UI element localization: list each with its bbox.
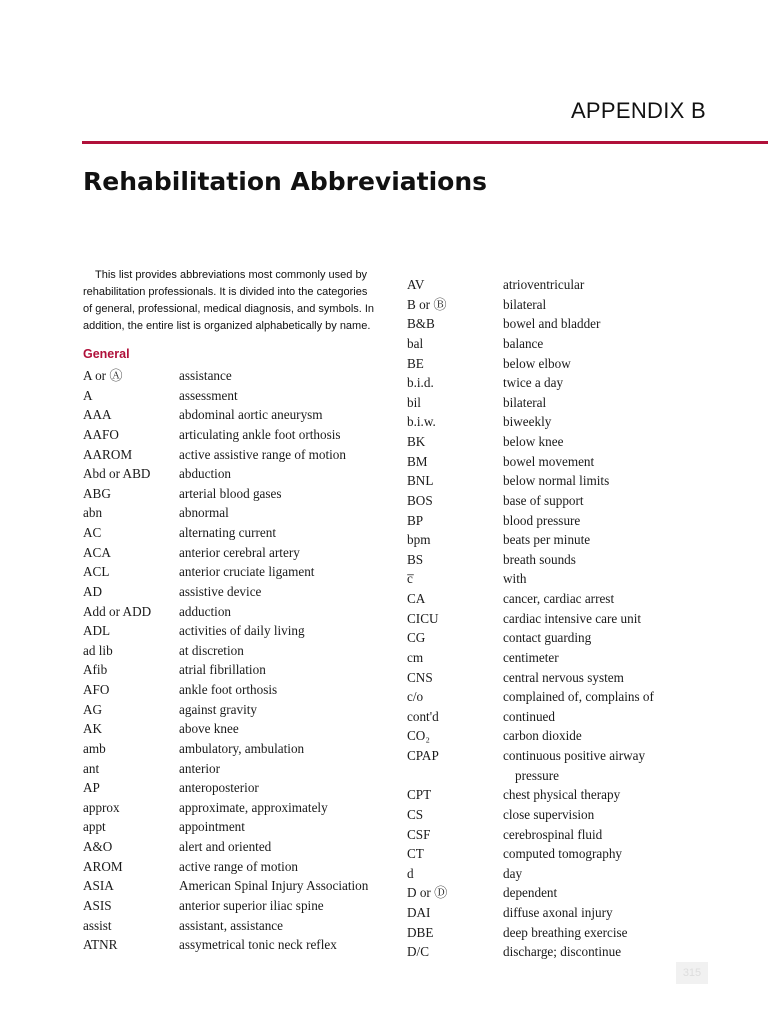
abbreviation-definition: articulating ankle foot orthosis bbox=[179, 426, 341, 442]
abbreviation-definition: breath sounds bbox=[503, 551, 576, 567]
abbreviation-entry bbox=[83, 680, 368, 700]
abbreviation-definition: central nervous system bbox=[503, 669, 624, 685]
abbreviation-entry bbox=[83, 523, 368, 543]
abbreviation-definition: below knee bbox=[503, 434, 564, 449]
abbreviation-entry bbox=[83, 445, 368, 465]
abbreviation-entry bbox=[407, 785, 678, 805]
abbreviation-definition: centimeter bbox=[503, 649, 559, 665]
abbreviation-definition: anteroposterior bbox=[179, 780, 259, 796]
abbreviation-term: CPT bbox=[407, 787, 432, 803]
abbreviation-term: ADL bbox=[83, 623, 111, 639]
abbreviation-entry bbox=[83, 798, 368, 818]
abbreviation-definition: appointment bbox=[179, 819, 245, 835]
abbreviation-definition: biweekly bbox=[503, 414, 552, 430]
abbreviation-entry bbox=[407, 903, 678, 923]
abbreviation-definition: alternating current bbox=[179, 525, 277, 540]
abbreviation-definition: ambulatory, ambulation bbox=[179, 740, 305, 756]
intro-paragraph: This list provides abbreviations most commonly used by rehabilitation professionals. It is divided into the categories of general, professional, medical diagnosis, and symbols. In addition, the entire list is organized alphabetically by name. bbox=[83, 269, 375, 332]
abbreviation-term: ATNR bbox=[83, 937, 118, 953]
abbreviation-entry bbox=[83, 484, 368, 504]
abbreviation-term: assist bbox=[83, 917, 112, 933]
abbreviation-entry bbox=[407, 354, 678, 374]
abbreviation-term: CS bbox=[407, 806, 424, 822]
abbreviation-entry bbox=[83, 543, 368, 563]
abbreviation-term: bpm bbox=[407, 532, 431, 548]
abbreviation-entry bbox=[407, 452, 678, 472]
abbreviation-definition: balance bbox=[503, 335, 544, 351]
abbreviation-definition: beats per minute bbox=[503, 532, 591, 548]
abbreviation-term: AAA bbox=[83, 407, 112, 423]
abbreviation-definition: bowel movement bbox=[503, 453, 595, 469]
abbreviation-term: ad lib bbox=[83, 642, 113, 658]
abbreviation-entry bbox=[407, 393, 678, 413]
abbreviation-entry bbox=[83, 405, 368, 425]
abbreviation-entry bbox=[83, 425, 368, 445]
abbreviation-list-left bbox=[83, 366, 368, 955]
abbreviation-definition: assessment bbox=[179, 387, 238, 403]
abbreviation-term: AFO bbox=[83, 682, 110, 697]
abbreviation-term: BP bbox=[407, 512, 424, 528]
abbreviation-term: approx bbox=[83, 799, 120, 815]
abbreviation-term: BNL bbox=[407, 473, 434, 489]
abbreviation-term: c̅ bbox=[407, 571, 413, 587]
abbreviation-definition: cerebrospinal fluid bbox=[503, 826, 603, 842]
abbreviation-term: ACL bbox=[83, 564, 110, 580]
abbreviation-entry bbox=[407, 550, 678, 570]
abbreviation-term: abn bbox=[83, 505, 103, 521]
abbreviation-term: cont'd bbox=[407, 708, 439, 724]
abbreviation-term: ASIS bbox=[83, 897, 112, 913]
abbreviation-definition: anterior cruciate ligament bbox=[179, 564, 315, 580]
section-heading-general: General bbox=[83, 347, 130, 361]
abbreviation-entry bbox=[407, 628, 678, 648]
abbreviation-entry bbox=[407, 295, 678, 315]
abbreviation-term: AC bbox=[83, 525, 102, 540]
abbreviation-entry bbox=[83, 582, 368, 602]
abbreviation-entry bbox=[83, 778, 368, 798]
abbreviation-definition: assymetrical tonic neck reflex bbox=[179, 937, 337, 953]
abbreviation-term: AK bbox=[83, 721, 103, 737]
abbreviation-term: A or Ⓐ bbox=[83, 368, 123, 383]
header-rule bbox=[82, 141, 768, 144]
abbreviation-definition: American Spinal Injury Association bbox=[179, 878, 369, 894]
abbreviation-definition: diffuse axonal injury bbox=[503, 905, 613, 920]
appendix-label: APPENDIX B bbox=[570, 98, 706, 123]
abbreviation-definition: active range of motion bbox=[179, 858, 299, 874]
abbreviation-entry bbox=[407, 883, 678, 903]
abbreviation-definition: activities of daily living bbox=[179, 623, 305, 639]
abbreviation-definition: bowel and bladder bbox=[503, 316, 601, 332]
abbreviation-definition: base of support bbox=[503, 492, 584, 508]
abbreviation-term: AP bbox=[83, 780, 100, 796]
abbreviation-term: AV bbox=[407, 277, 425, 292]
abbreviation-entry bbox=[83, 366, 368, 386]
abbreviation-term: ACA bbox=[83, 544, 111, 560]
abbreviation-term: B or Ⓑ bbox=[407, 296, 447, 312]
abbreviation-entry bbox=[407, 864, 678, 884]
abbreviation-term: DBE bbox=[407, 924, 434, 940]
abbreviation-term: CA bbox=[407, 591, 426, 606]
abbreviation-entry bbox=[407, 609, 678, 629]
abbreviation-definition: adduction bbox=[179, 603, 232, 619]
abbreviation-entry bbox=[407, 648, 678, 668]
abbreviation-definition: assistant, assistance bbox=[179, 917, 284, 933]
abbreviation-definition: with bbox=[503, 571, 527, 587]
abbreviation-entry bbox=[407, 491, 678, 511]
abbreviation-definition: bilateral bbox=[503, 296, 547, 312]
abbreviation-entry bbox=[83, 739, 368, 759]
abbreviation-entry bbox=[83, 719, 368, 739]
abbreviation-term: CT bbox=[407, 846, 424, 862]
abbreviation-definition: day bbox=[503, 865, 523, 881]
page-title: Rehabilitation Abbreviations bbox=[83, 167, 488, 196]
abbreviation-entry bbox=[407, 726, 678, 746]
abbreviation-term: BE bbox=[407, 355, 424, 371]
abbreviation-term: AG bbox=[83, 701, 103, 717]
abbreviation-term: cm bbox=[407, 649, 424, 665]
abbreviation-term: AD bbox=[83, 583, 103, 599]
abbreviation-definition: close supervision bbox=[503, 806, 595, 822]
abbreviation-entry bbox=[407, 569, 678, 589]
abbreviation-definition: complained of, complains of bbox=[503, 689, 654, 705]
abbreviation-term: b.i.d. bbox=[407, 375, 434, 391]
abbreviation-entry bbox=[83, 464, 368, 484]
abbreviation-term: ant bbox=[83, 760, 100, 776]
abbreviation-entry bbox=[83, 916, 368, 936]
abbreviation-definition: chest physical therapy bbox=[503, 787, 621, 803]
abbreviation-entry bbox=[83, 837, 368, 857]
abbreviation-definition: atrial fibrillation bbox=[179, 662, 266, 678]
abbreviation-entry bbox=[83, 876, 368, 896]
abbreviation-definition: continuous positive airway pressure bbox=[503, 748, 646, 783]
abbreviation-definition: deep breathing exercise bbox=[503, 924, 628, 940]
abbreviation-term: BOS bbox=[407, 492, 433, 508]
abbreviation-term: c/o bbox=[407, 689, 424, 705]
abbreviation-definition: contact guarding bbox=[503, 630, 592, 646]
abbreviation-entry bbox=[407, 373, 678, 393]
abbreviation-term: b.i.w. bbox=[407, 414, 436, 430]
abbreviation-term: A&O bbox=[83, 839, 113, 854]
abbreviation-term: Add or ADD bbox=[83, 603, 152, 619]
abbreviation-entry bbox=[407, 825, 678, 845]
abbreviation-entry bbox=[407, 805, 678, 825]
abbreviation-definition: below elbow bbox=[503, 355, 571, 371]
abbreviation-term: bal bbox=[407, 335, 424, 351]
abbreviation-definition: at discretion bbox=[179, 642, 244, 658]
abbreviation-entry bbox=[83, 896, 368, 916]
abbreviation-entry bbox=[83, 503, 368, 523]
abbreviation-term: BM bbox=[407, 453, 428, 469]
abbreviation-definition: blood pressure bbox=[503, 512, 581, 528]
abbreviation-term: ABG bbox=[83, 485, 111, 501]
abbreviation-term: CG bbox=[407, 630, 426, 646]
abbreviation-entry bbox=[407, 707, 678, 727]
abbreviation-definition: arterial blood gases bbox=[179, 485, 282, 501]
abbreviation-term: D/C bbox=[407, 944, 429, 960]
abbreviation-entry bbox=[407, 668, 678, 688]
abbreviation-definition: ankle foot orthosis bbox=[179, 682, 278, 697]
abbreviation-term: DAI bbox=[407, 905, 431, 920]
abbreviation-definition: computed tomography bbox=[503, 846, 623, 862]
abbreviation-entry bbox=[83, 660, 368, 680]
abbreviation-term: ASIA bbox=[83, 878, 114, 894]
abbreviation-entry bbox=[83, 817, 368, 837]
abbreviation-entry bbox=[407, 334, 678, 354]
abbreviation-definition: abnormal bbox=[179, 505, 229, 521]
abbreviation-definition: above knee bbox=[179, 721, 239, 737]
abbreviation-term: D or Ⓓ bbox=[407, 885, 448, 901]
abbreviation-entry bbox=[407, 923, 678, 943]
abbreviation-definition: anterior superior iliac spine bbox=[179, 897, 324, 913]
abbreviation-term: bil bbox=[407, 394, 421, 410]
abbreviation-definition: abduction bbox=[179, 466, 232, 482]
abbreviation-definition: against gravity bbox=[179, 701, 258, 717]
abbreviation-definition: active assistive range of motion bbox=[179, 446, 346, 462]
abbreviation-entry bbox=[83, 386, 368, 406]
abbreviation-entry bbox=[407, 530, 678, 550]
abbreviation-definition: continued bbox=[503, 708, 556, 724]
abbreviation-definition: cardiac intensive care unit bbox=[503, 610, 642, 626]
abbreviation-entry bbox=[83, 700, 368, 720]
abbreviation-term: CNS bbox=[407, 669, 433, 685]
abbreviation-definition: anterior bbox=[179, 760, 221, 776]
abbreviation-entry bbox=[83, 562, 368, 582]
abbreviation-term: AROM bbox=[83, 858, 123, 874]
abbreviation-term: CPAP bbox=[407, 748, 439, 763]
abbreviation-definition: cancer, cardiac arrest bbox=[503, 591, 615, 606]
abbreviation-term: B&B bbox=[407, 316, 435, 332]
abbreviation-term: Afib bbox=[83, 662, 108, 678]
abbreviation-definition: anterior cerebral artery bbox=[179, 544, 300, 560]
abbreviation-term: A bbox=[83, 387, 93, 403]
page-number: 315 bbox=[676, 962, 708, 984]
abbreviation-definition: approximate, approximately bbox=[179, 799, 328, 815]
abbreviation-term: CO₂ bbox=[407, 728, 430, 744]
abbreviation-entry bbox=[83, 641, 368, 661]
abbreviation-entry bbox=[407, 412, 678, 432]
abbreviation-entry bbox=[407, 942, 678, 962]
abbreviation-definition: alert and oriented bbox=[179, 839, 272, 854]
abbreviation-definition: atrioventricular bbox=[503, 277, 585, 292]
abbreviation-term: BK bbox=[407, 434, 426, 449]
abbreviation-term: BS bbox=[407, 551, 424, 567]
abbreviation-entry bbox=[407, 432, 678, 452]
abbreviation-definition: bilateral bbox=[503, 394, 547, 410]
abbreviation-entry bbox=[407, 471, 678, 491]
abbreviation-entry bbox=[83, 857, 368, 877]
abbreviation-term: amb bbox=[83, 740, 106, 756]
abbreviation-entry bbox=[83, 602, 368, 622]
abbreviation-entry bbox=[83, 621, 368, 641]
abbreviation-entry bbox=[83, 759, 368, 779]
abbreviation-definition: twice a day bbox=[503, 375, 564, 391]
abbreviation-entry bbox=[407, 746, 678, 785]
abbreviation-term: d bbox=[407, 865, 414, 881]
abbreviation-term: AAROM bbox=[83, 446, 133, 462]
abbreviation-entry bbox=[407, 687, 678, 707]
abbreviation-term: CSF bbox=[407, 826, 431, 842]
abbreviation-entry bbox=[407, 844, 678, 864]
abbreviation-entry bbox=[407, 511, 678, 531]
abbreviation-definition: abdominal aortic aneurysm bbox=[179, 407, 323, 423]
abbreviation-term: appt bbox=[83, 819, 106, 835]
abbreviation-term: Abd or ABD bbox=[83, 466, 151, 482]
abbreviation-entry bbox=[83, 935, 368, 955]
abbreviation-definition: discharge; discontinue bbox=[503, 944, 622, 960]
abbreviation-definition: dependent bbox=[503, 885, 558, 901]
abbreviation-definition: carbon dioxide bbox=[503, 728, 582, 744]
abbreviation-entry bbox=[407, 589, 678, 609]
abbreviation-list-right bbox=[407, 275, 678, 962]
abbreviation-definition: assistive device bbox=[179, 583, 262, 599]
abbreviation-entry bbox=[407, 275, 678, 295]
abbreviation-entry bbox=[407, 314, 678, 334]
abbreviation-term: AAFO bbox=[83, 426, 119, 442]
abbreviation-definition: below normal limits bbox=[503, 473, 610, 489]
abbreviation-definition: assistance bbox=[179, 368, 232, 383]
abbreviation-term: CICU bbox=[407, 610, 439, 626]
